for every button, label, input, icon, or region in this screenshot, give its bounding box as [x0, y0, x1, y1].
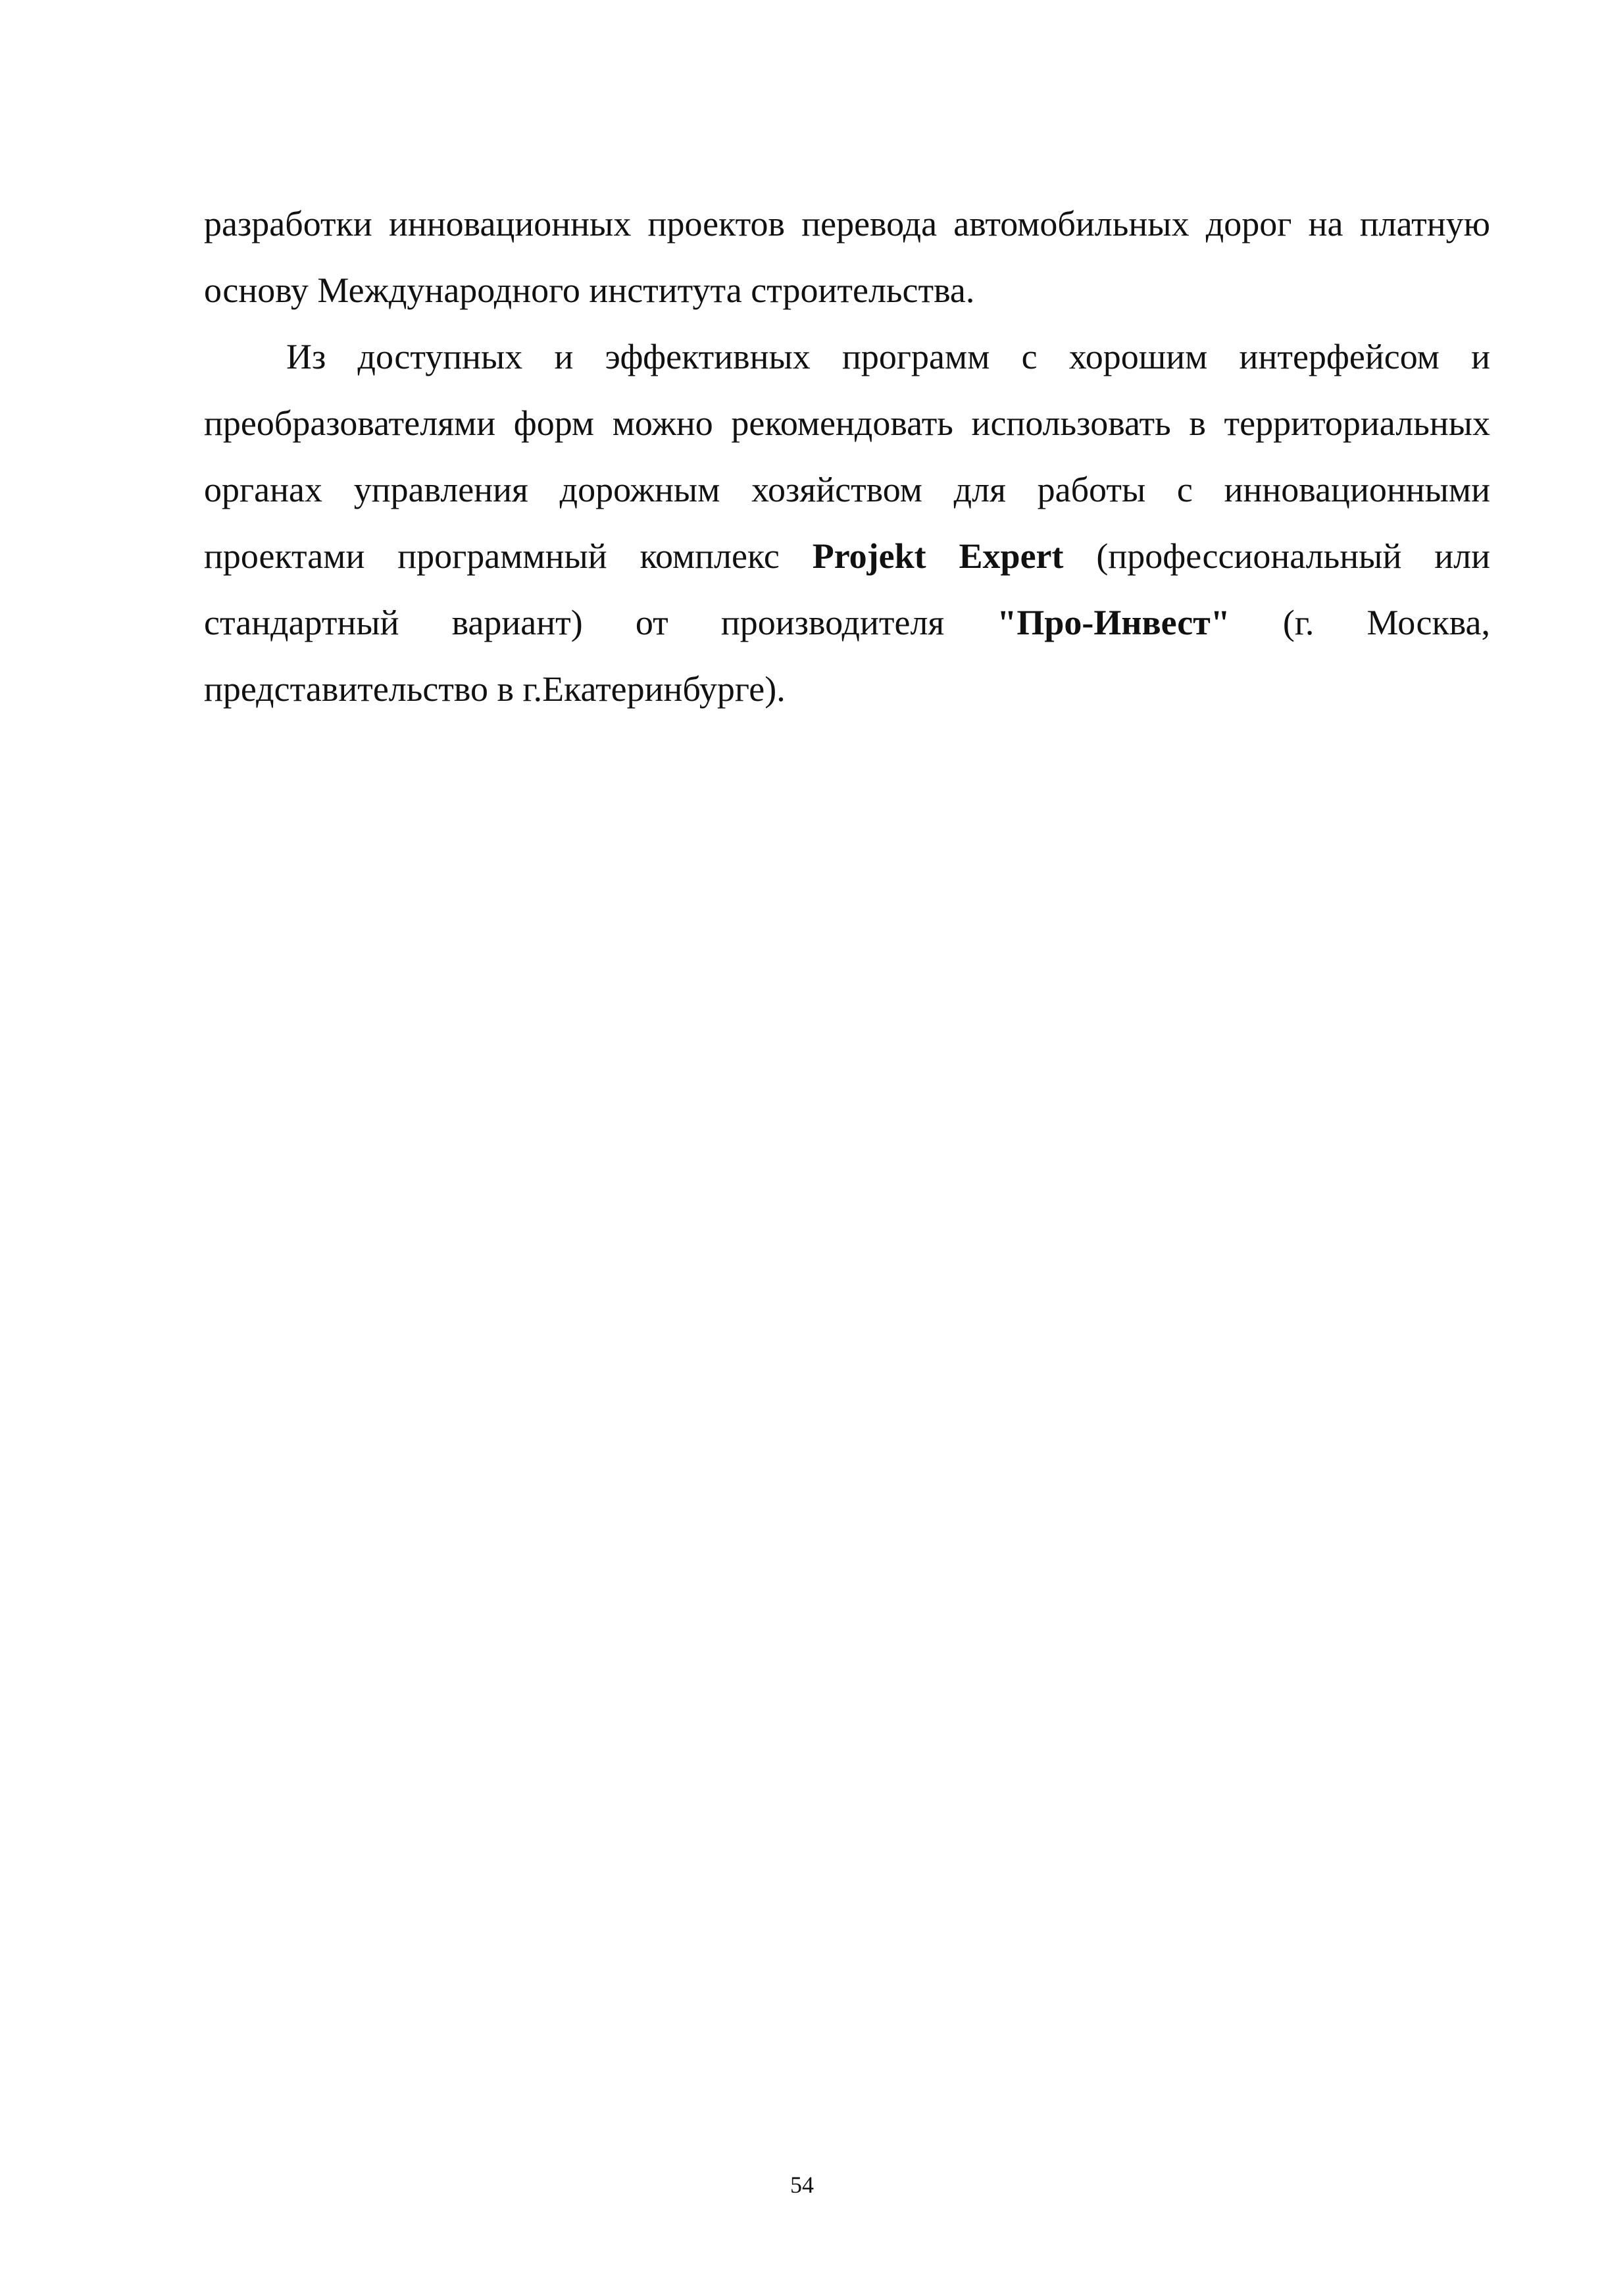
paragraph-continuation: разработки инновационных проектов перевода автомобильных дорог на платную основу Международного института строительства. [204, 204, 1490, 310]
paragraph-text-part1: Из доступных и эффективных программ с хорошим интерфейсом и преобразователями форм можно рекомендовать использовать в территориальных органах управления дорожным хозяйством для работы с инновационными проектами программный комплекс [204, 337, 1490, 576]
paragraph-text-part2: (профессиональный или стандартный вариант) от производителя [204, 536, 1490, 642]
page-number: 54 [790, 2172, 814, 2198]
body-text [204, 191, 1490, 723]
vendor-name: "Про-Инвест" [997, 603, 1230, 642]
paragraph-software-recommendation [204, 324, 1490, 723]
product-name: Projekt Expert [812, 536, 1064, 576]
paragraph-text-part3: (г. Москва, представительство в г.Екатеринбурге). [204, 603, 1490, 709]
